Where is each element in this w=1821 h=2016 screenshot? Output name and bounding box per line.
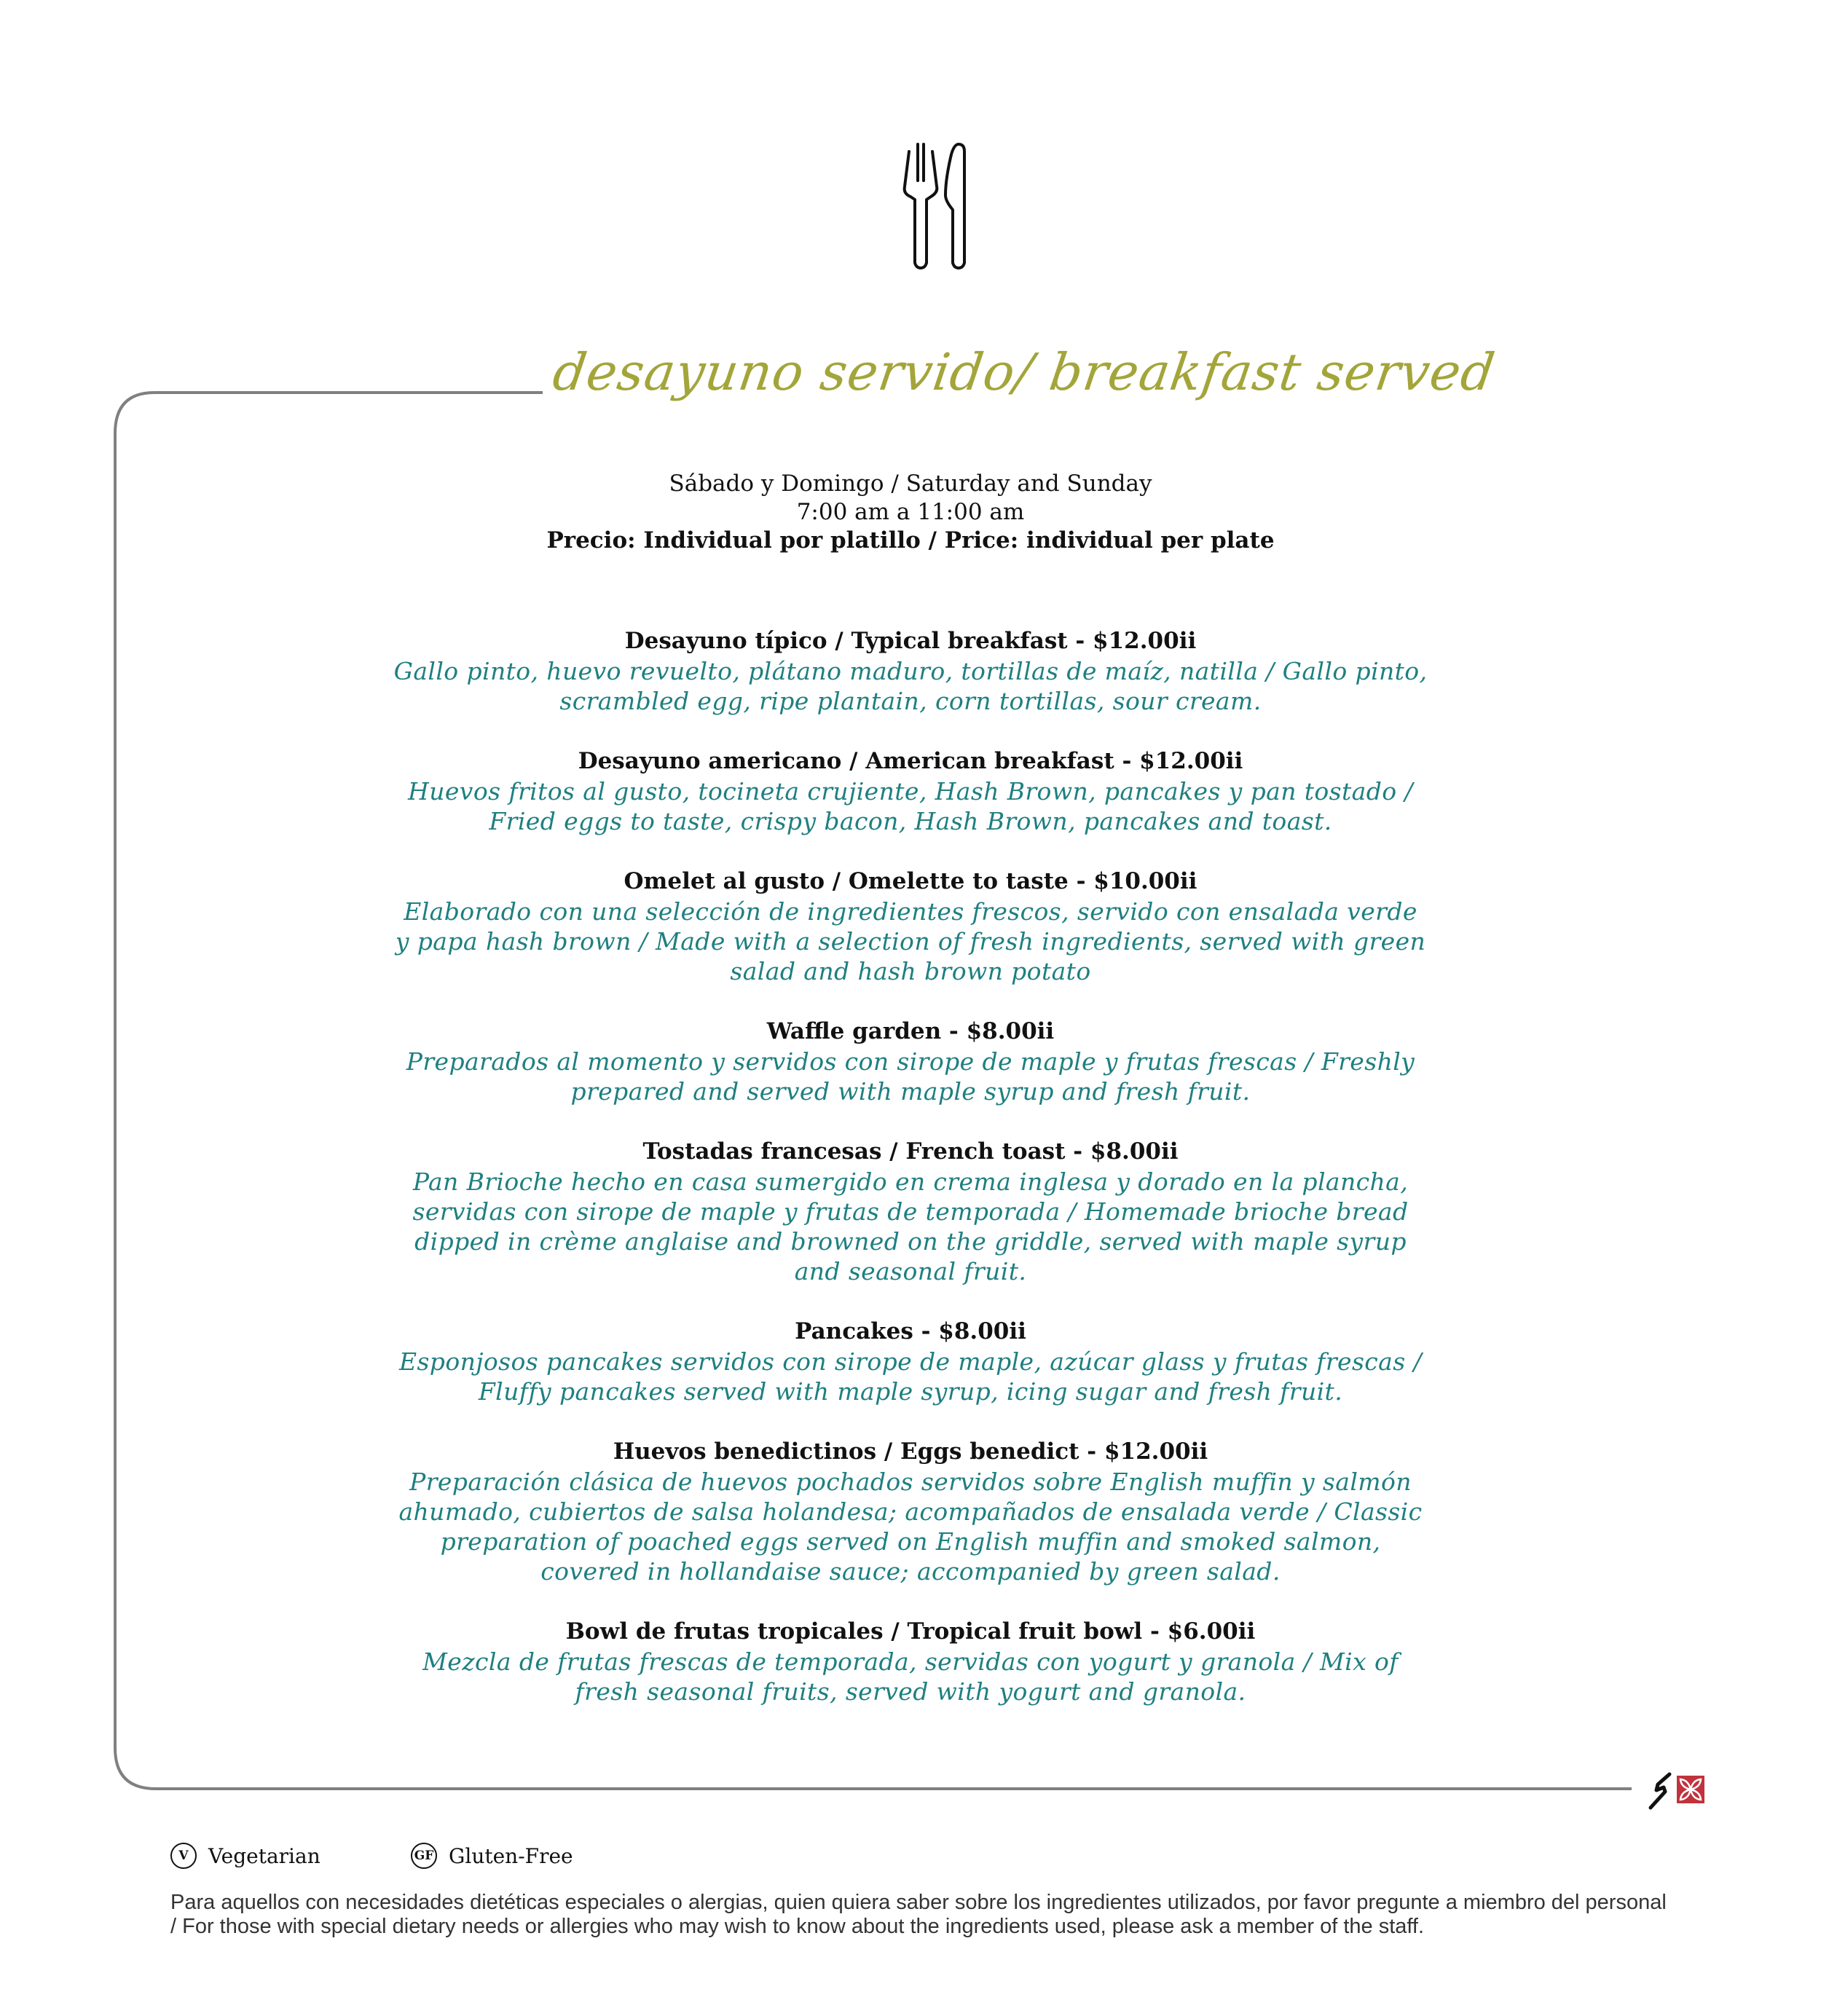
menu-item-name: Waffle garden - $8.00ii <box>766 1018 1055 1044</box>
service-days: Sábado y Domingo / Saturday and Sunday <box>669 470 1152 497</box>
menu-item-description: Gallo pinto, huevo revuelto, plátano maduro, tortillas de maíz, natilla / Gallo pinto, scrambled egg, ripe plantain, corn tortillas, sour cream. <box>393 657 1428 715</box>
menu-item-description: Esponjosos pancakes servidos con sirope de maple, azúcar glass y frutas frescas / Fluffy pancakes served with maple syrup, icing sugar and fresh fruit. <box>398 1347 1422 1406</box>
menu-item <box>393 1137 1428 1286</box>
price-note: Precio: Individual por platillo / Price: individual per plate <box>546 527 1275 554</box>
fork-knife-icon <box>900 143 973 274</box>
menu-list <box>393 626 1428 1737</box>
dietary-legend <box>170 1843 899 1875</box>
menu-item <box>393 867 1428 986</box>
menu-item <box>393 1017 1428 1106</box>
service-info <box>364 470 1457 555</box>
menu-item-name: Desayuno típico / Typical breakfast - $12.00ii <box>624 628 1197 654</box>
menu-item <box>393 1437 1428 1586</box>
gluten-free-icon: GF <box>411 1843 437 1869</box>
menu-item-name: Omelet al gusto / Omelette to taste - $10.00ii <box>624 868 1197 894</box>
menu-item-description: Preparados al momento y servidos con sirope de maple y frutas frescas / Freshly prepared and served with maple syrup and fresh fruit. <box>406 1047 1415 1106</box>
signature-logo-icon <box>1648 1771 1677 1811</box>
menu-item-description: Preparación clásica de huevos pochados servidos sobre English muffin y salmón ahumado, cubiertos de salsa holandesa; acompañados de ensalada verde / Classic preparation of poached eggs served on English muffin and smoked salmon, covered in hollandaise sauce; accompanied by green salad. <box>398 1468 1423 1586</box>
menu-item <box>393 1317 1428 1406</box>
menu-item-description: Pan Brioche hecho en casa sumergido en crema inglesa y dorado en la plancha, servidas con sirope de maple y frutas de temporada / Homemade brioche bread dipped in crème anglaise and browned on the griddle, served with maple syrup and seasonal fruit. <box>412 1168 1409 1285</box>
service-hours: 7:00 am a 11:00 am <box>796 499 1025 525</box>
menu-item-description: Mezcla de frutas frescas de temporada, servidas con yogurt y granola / Mix of fresh seasonal fruits, served with yogurt and granola. <box>422 1647 1399 1706</box>
menu-item-description: Huevos fritos al gusto, tocineta crujiente, Hash Brown, pancakes y pan tostado / Fried eggs to taste, crispy bacon, Hash Brown, pancakes and toast. <box>408 777 1413 835</box>
menu-item <box>393 747 1428 836</box>
menu-item <box>393 1617 1428 1706</box>
menu-item <box>393 626 1428 716</box>
allergy-disclaimer: Para aquellos con necesidades dietéticas especiales o alergias, quien quiera saber sobre los ingredientes utilizados, por favor pregunte a miembro del personal / For those with special dietary needs or allergies who may wish to know about the ingredients used, please ask a member of the staff. <box>170 1891 1667 1938</box>
legend-vegetarian <box>170 1843 320 1869</box>
menu-item-name: Tostadas francesas / French toast - $8.00ii <box>642 1138 1179 1165</box>
section-title: desayuno servido/ breakfast served <box>549 342 1499 402</box>
menu-item-name: Desayuno americano / American breakfast - $12.00ii <box>578 748 1243 774</box>
legend-label: Vegetarian <box>208 1843 320 1868</box>
menu-item-name: Pancakes - $8.00ii <box>795 1318 1026 1344</box>
brand-flower-logo-icon <box>1677 1776 1704 1803</box>
menu-item-name: Bowl de frutas tropicales / Tropical fruit bowl - $6.00ii <box>565 1618 1256 1645</box>
legend-label: Gluten-Free <box>449 1843 573 1868</box>
legend-gluten-free <box>411 1843 573 1869</box>
vegetarian-icon: V <box>170 1843 197 1869</box>
menu-item-description: Elaborado con una selección de ingredientes frescos, servido con ensalada verde y papa hash brown / Made with a selection of fresh ingredients, served with green salad and hash brown potato <box>395 897 1426 985</box>
menu-item-name: Huevos benedictinos / Eggs benedict - $12.00ii <box>613 1438 1208 1465</box>
